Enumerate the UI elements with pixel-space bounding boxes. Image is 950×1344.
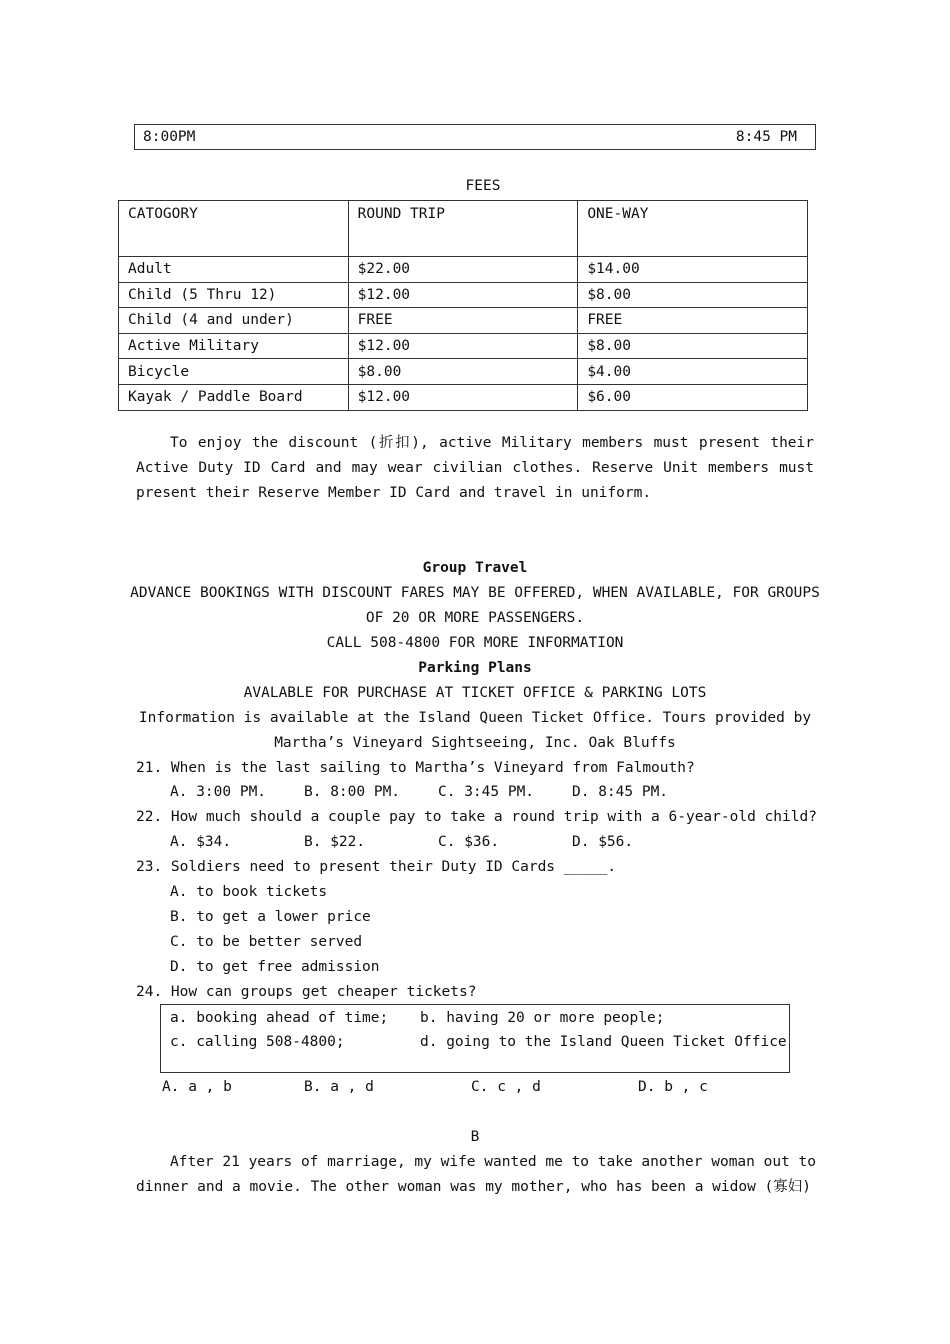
parking-line: Martha’s Vineyard Sightseeing, Inc. Oak Bluffs: [274, 735, 676, 751]
passage-line: dinner and a movie. The other woman was my mother, who has been a widow (寡妇): [136, 1179, 812, 1195]
question-24: 24. How can groups get cheaper tickets?: [136, 984, 477, 1000]
choice-item: b. having 20 or more people;: [420, 1010, 665, 1026]
parking-line: Information is available at the Island Queen Ticket Office. Tours provided by: [138, 710, 812, 726]
table-row: [119, 282, 808, 308]
table-cell: $8.00: [348, 359, 578, 385]
table-row: [119, 384, 808, 410]
table-cell: Adult: [119, 257, 349, 283]
table-cell: $12.00: [348, 384, 578, 410]
group-travel-line: ADVANCE BOOKINGS WITH DISCOUNT FARES MAY BE OFFERED, WHEN AVAILABLE, FOR GROUPS: [130, 585, 820, 601]
option: C. to be better served: [170, 934, 363, 950]
option: A. to book tickets: [170, 884, 328, 900]
table-cell: $12.00: [348, 333, 578, 359]
table-cell: $22.00: [348, 257, 578, 283]
parking-heading: Parking Plans: [418, 660, 532, 676]
option: D. to get free admission: [170, 959, 380, 975]
option: B. to get a lower price: [170, 909, 371, 925]
table-cell: FREE: [578, 308, 808, 334]
table-row: [119, 359, 808, 385]
depart-time: 8:00PM: [143, 129, 196, 145]
fees-title: FEES: [465, 178, 501, 194]
table-cell: $8.00: [578, 282, 808, 308]
choice-item: c. calling 508-4800;: [170, 1034, 345, 1050]
passage-line: After 21 years of marriage, my wife wanted me to take another woman out to: [170, 1154, 817, 1170]
table-row: [119, 333, 808, 359]
table-cell: $8.00: [578, 333, 808, 359]
option: A. a , b: [162, 1079, 232, 1095]
table-cell: Bicycle: [119, 359, 349, 385]
table-header-row: [119, 201, 808, 257]
group-travel-phone: CALL 508-4800 FOR MORE INFORMATION: [326, 635, 624, 651]
header-cell: CATOGORY: [119, 201, 349, 257]
table-cell: $4.00: [578, 359, 808, 385]
option: C. 3:45 PM.: [438, 784, 535, 800]
table-cell: Child (4 and under): [119, 308, 349, 334]
option: A. 3:00 PM.: [170, 784, 267, 800]
choice-item: a. booking ahead of time;: [170, 1010, 389, 1026]
option: B. 8:00 PM.: [304, 784, 401, 800]
option: D. b , c: [638, 1079, 708, 1095]
header-cell: ROUND TRIP: [348, 201, 578, 257]
table-cell: $14.00: [578, 257, 808, 283]
table-cell: Child (5 Thru 12): [119, 282, 349, 308]
table-cell: $12.00: [348, 282, 578, 308]
header-cell: ONE-WAY: [578, 201, 808, 257]
option: D. $56.: [572, 834, 634, 850]
option: B. a , d: [304, 1079, 374, 1095]
arrive-time: 8:45 PM: [735, 129, 797, 145]
table-cell: Active Military: [119, 333, 349, 359]
group-travel-line: OF 20 OR MORE PASSENGERS.: [365, 610, 585, 626]
section-b-label: B: [470, 1129, 480, 1145]
parking-line: AVALABLE FOR PURCHASE AT TICKET OFFICE & PARKING LOTS: [243, 685, 707, 701]
option: C. c , d: [471, 1079, 541, 1095]
table-row: [119, 308, 808, 334]
table-cell: FREE: [348, 308, 578, 334]
option: D. 8:45 PM.: [572, 784, 669, 800]
question-21: 21. When is the last sailing to Martha’s Vineyard from Falmouth?: [136, 760, 695, 776]
table-cell: Kayak / Paddle Board: [119, 384, 349, 410]
question-22: 22. How much should a couple pay to take a round trip with a 6-year-old child?: [136, 809, 817, 825]
option: A. $34.: [170, 834, 232, 850]
fees-table: [118, 200, 808, 411]
option: B. $22.: [304, 834, 366, 850]
schedule-row: [134, 124, 816, 150]
question-23: 23. Soldiers need to present their Duty ID Cards _____.: [136, 859, 617, 875]
option: C. $36.: [438, 834, 500, 850]
military-note: To enjoy the discount (折扣), active Military members must present their Active Duty ID Card and may wear civilian clothes. Reserve Unit members must present their Reserve Member ID Card and travel in uniform.: [136, 435, 814, 501]
table-row: [119, 257, 808, 283]
choice-item: d. going to the Island Queen Ticket Office: [420, 1034, 787, 1050]
group-travel-heading: Group Travel: [422, 560, 528, 576]
table-cell: $6.00: [578, 384, 808, 410]
